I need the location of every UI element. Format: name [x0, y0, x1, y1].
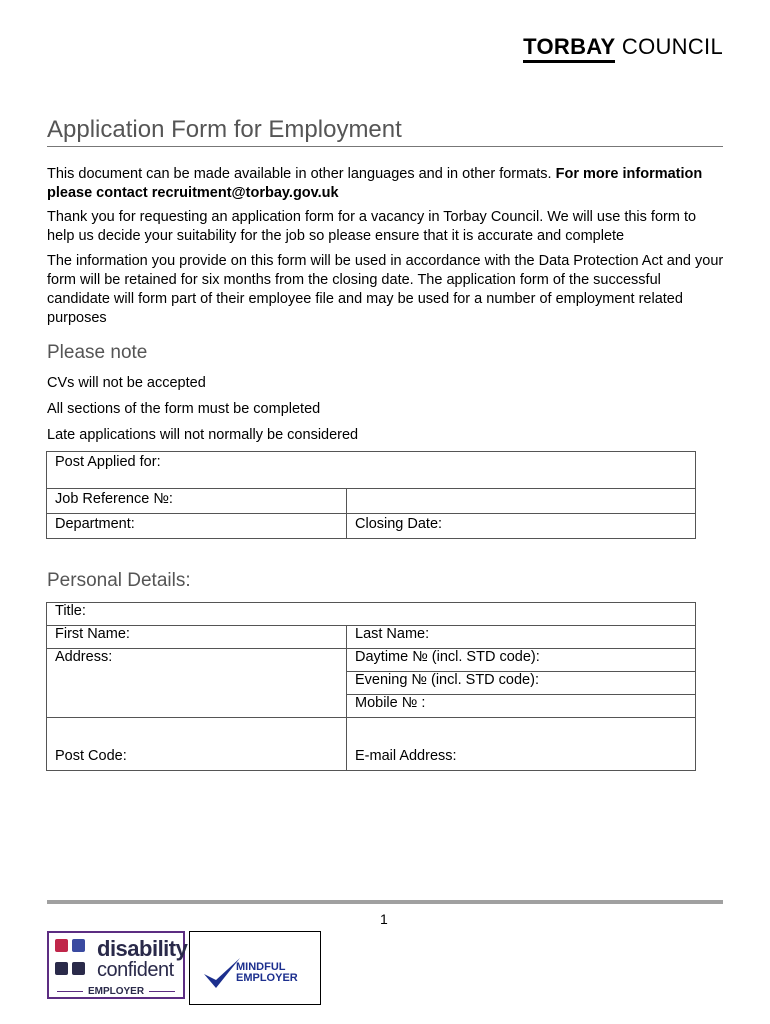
post-details-table — [46, 451, 696, 539]
evening-phone-field[interactable]: Evening № (incl. STD code): — [347, 672, 696, 695]
note-item: CVs will not be accepted — [47, 375, 206, 391]
daytime-phone-field[interactable]: Daytime № (incl. STD code): — [347, 649, 696, 672]
mobile-phone-field[interactable]: Mobile № : — [347, 695, 696, 718]
intro-availability-text: This document can be made available in other languages and in other formats. — [47, 166, 556, 182]
title-field[interactable]: Title: — [47, 603, 696, 626]
address-field[interactable]: Address: — [47, 649, 347, 718]
logo-council: COUNCIL — [621, 34, 723, 59]
badge-employer-text: EMPLOYER — [87, 986, 145, 997]
personal-details-heading: Personal Details: — [47, 570, 191, 591]
mindful-text-block — [236, 962, 298, 984]
badge-confident-text: confident — [97, 959, 174, 981]
badge-disability-text: disability — [97, 936, 188, 961]
department-field[interactable]: Department: — [47, 514, 347, 539]
please-note-heading: Please note — [47, 342, 148, 363]
person-icon — [72, 962, 85, 975]
personal-details-table — [46, 602, 696, 771]
mindful-employer-badge — [189, 931, 321, 1005]
intro-availability — [47, 165, 727, 203]
lock-icon — [55, 962, 68, 975]
page-number: 1 — [380, 911, 388, 927]
badge-employer-text-2: EMPLOYER — [236, 972, 298, 984]
intro-contact-text: For more information please contact recruitment@torbay.gov.uk — [47, 166, 703, 201]
disability-confident-badge — [47, 931, 188, 999]
post-applied-field[interactable]: Post Applied for: — [47, 452, 696, 489]
job-reference-field[interactable]: Job Reference №: — [47, 489, 347, 514]
intro-thanks: Thank you for requesting an application form for a vacancy in Torbay Council. We will use this form to help us decide your suitability for the job so please ensure that it is accurate and complete — [47, 209, 697, 244]
page-title: Application Form for Employment — [47, 116, 723, 147]
job-reference-value[interactable] — [347, 489, 696, 514]
email-field[interactable]: E-mail Address: — [347, 718, 696, 771]
logo-torbay: TORBAY — [523, 34, 615, 63]
badge-mindful-text: MINDFUL — [236, 961, 286, 973]
people-icon — [55, 939, 68, 952]
note-item: All sections of the form must be completed — [47, 401, 321, 417]
closing-date-field[interactable]: Closing Date: — [347, 514, 696, 539]
post-code-field[interactable]: Post Code: — [47, 718, 347, 771]
footer-divider — [47, 900, 723, 904]
check-icon — [72, 939, 85, 952]
note-item: Late applications will not normally be considered — [47, 427, 359, 443]
intro-data-protection: The information you provide on this form will be used in accordance with the Data Protection Act and your form will be retained for six months from the closing date. The application form of the successful candidate will form part of their employee file and may be used for a number of employment related purposes — [47, 253, 724, 326]
last-name-field[interactable]: Last Name: — [347, 626, 696, 649]
torbay-council-logo — [523, 34, 723, 60]
first-name-field[interactable]: First Name: — [47, 626, 347, 649]
